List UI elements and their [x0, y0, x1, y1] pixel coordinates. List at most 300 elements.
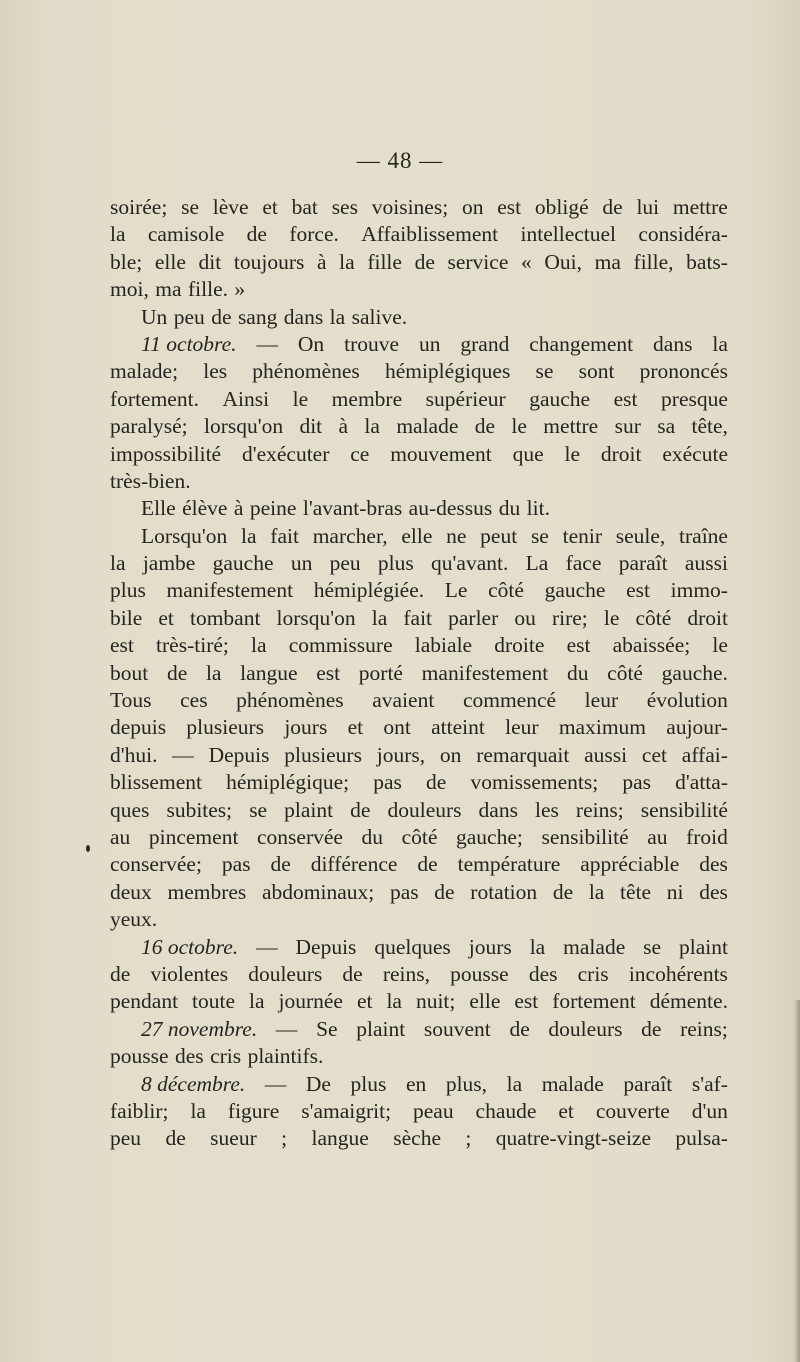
word: lève [212, 195, 249, 219]
word: peine [249, 496, 297, 521]
word: la [386, 989, 402, 1014]
word: tombant [189, 605, 261, 630]
word: violentes [150, 961, 229, 986]
word: ques [110, 797, 150, 822]
text-line [110, 714, 728, 741]
word: lorsqu'on [276, 605, 356, 630]
word: ce [350, 441, 370, 466]
word: abdominaux; [261, 879, 375, 904]
word: reins, [382, 961, 430, 986]
word: mettre [672, 195, 728, 219]
word: gauche [544, 578, 606, 603]
text-line [110, 249, 728, 276]
text-line [110, 550, 728, 577]
text-line [110, 1071, 728, 1098]
word: les [203, 359, 228, 384]
word: dit [198, 249, 222, 274]
word: pincement [148, 824, 239, 849]
text-line [110, 742, 728, 769]
word: se [249, 797, 268, 822]
word: incohérents [628, 961, 728, 986]
word: paraît [623, 1071, 673, 1096]
page-edge-shadow [794, 1000, 800, 1362]
word: appréciable [580, 852, 680, 877]
word: peut [480, 523, 518, 548]
text-line [110, 934, 728, 961]
word: depuis [110, 715, 167, 740]
text-line [110, 797, 728, 824]
word: pousse [110, 1044, 169, 1069]
word: mettre [543, 414, 599, 439]
word: très-bien. [110, 468, 191, 493]
word: blissement [110, 770, 202, 795]
word: ou [514, 605, 536, 630]
word: le [511, 414, 527, 439]
word: Depuis [208, 742, 270, 767]
word: gauche. [661, 660, 728, 685]
word: porté [358, 660, 403, 685]
word: intellectuel [520, 222, 617, 247]
word: on [461, 195, 484, 219]
word: maximum [558, 715, 647, 740]
word: à [338, 414, 349, 439]
word: langue [240, 660, 298, 685]
word: yeux. [110, 907, 158, 932]
word: sèche [393, 1126, 441, 1151]
word: fille [367, 249, 402, 274]
word: le [603, 605, 620, 630]
word: le [564, 441, 581, 466]
word: seule, [615, 523, 666, 548]
word: la [712, 331, 728, 356]
word: Tous [110, 688, 152, 713]
word: elle [154, 249, 186, 274]
text-line [110, 961, 728, 988]
text-line [110, 276, 728, 303]
word: se [181, 195, 199, 219]
word: droite [494, 633, 545, 658]
word: conservée [257, 824, 343, 849]
word: Affaiblissement [361, 222, 499, 247]
word: — [275, 1016, 298, 1041]
word: Le [444, 578, 468, 603]
word: Un [141, 304, 168, 329]
word: considéra- [638, 222, 728, 247]
word: la [190, 1098, 206, 1123]
text-line [110, 468, 728, 495]
word: un [290, 551, 313, 576]
text-line [110, 687, 728, 714]
word: évolution [646, 688, 728, 713]
word: de [166, 660, 188, 685]
word: est [316, 660, 341, 685]
word: jambe [142, 551, 196, 576]
word: de [414, 249, 435, 274]
word: pousse [450, 961, 509, 986]
word: douleurs [248, 961, 323, 986]
word: Se [316, 1016, 338, 1041]
word: on [439, 742, 462, 767]
word: tête [620, 879, 652, 904]
text-line [110, 441, 728, 468]
word: ont [383, 715, 411, 740]
word: rire; [551, 605, 588, 630]
word: la [329, 304, 346, 329]
word: membre [331, 386, 403, 411]
word: est [110, 633, 134, 658]
word: de [434, 879, 455, 904]
word: plus, [445, 1071, 488, 1096]
body-text [110, 194, 728, 1153]
text-line [110, 577, 728, 604]
word: rotation [470, 879, 538, 904]
word: malade [396, 414, 459, 439]
word: côté [607, 660, 643, 685]
word: aussi [684, 551, 728, 576]
word: fait [403, 605, 433, 630]
word: membres [167, 879, 247, 904]
word: de [246, 222, 267, 247]
word: du [498, 496, 521, 521]
word: presque [661, 386, 728, 411]
word: quelques [374, 934, 451, 959]
word: fille. [187, 277, 228, 302]
word: malade; [110, 359, 179, 384]
word: abaissée; [612, 633, 691, 658]
text-line [110, 660, 728, 687]
word: peau [413, 1098, 454, 1123]
word: et [356, 989, 373, 1014]
text-line [110, 1125, 728, 1152]
word: soirée; [110, 195, 168, 219]
text-line [110, 194, 728, 221]
word: labiale [414, 633, 473, 658]
text-line [110, 523, 728, 550]
word: des [528, 961, 558, 986]
word: bat [291, 195, 318, 219]
word: de [110, 961, 131, 986]
word: de [270, 852, 291, 877]
word: de [552, 879, 574, 904]
word: de [426, 770, 447, 795]
word: manifestement [166, 578, 294, 603]
word: toute [192, 989, 236, 1014]
word: jours [284, 715, 328, 740]
word: elle [401, 523, 433, 548]
word: face [565, 551, 602, 576]
word: à [316, 249, 327, 274]
word: la [588, 879, 605, 904]
word: voisines; [371, 195, 449, 219]
word: parler [448, 605, 499, 630]
word: des [699, 879, 728, 904]
word: vomissements; [470, 770, 599, 795]
word: gauche [212, 551, 274, 576]
word: pas [221, 852, 251, 877]
word: Depuis [295, 934, 357, 959]
word: est [514, 989, 539, 1014]
word: ble; [110, 249, 143, 274]
word: cet [641, 742, 667, 767]
word: l'avant-bras [302, 496, 403, 521]
word: se [643, 934, 662, 959]
word: la [110, 551, 126, 576]
word: ne [446, 523, 467, 548]
page-number: — 48 — [356, 148, 444, 173]
text-line [110, 495, 728, 522]
text-line [110, 221, 728, 248]
word: et [158, 605, 174, 630]
word: dans [478, 797, 518, 822]
word: du [361, 824, 384, 849]
word: faiblir; [110, 1098, 169, 1123]
entry-date: 16 octobre. [141, 934, 239, 959]
word: — [256, 934, 278, 959]
word: souvent [423, 1016, 491, 1041]
word: « [521, 249, 532, 274]
word: de [602, 195, 623, 219]
word: s'af- [691, 1071, 728, 1096]
word: lit. [526, 496, 550, 521]
word: sa [657, 414, 676, 439]
word: salive. [351, 304, 408, 329]
word: subites; [166, 797, 233, 822]
word: On [297, 331, 325, 356]
word: avaient [372, 688, 435, 713]
text-line [110, 605, 728, 632]
word: un [418, 331, 441, 356]
word: ses [331, 195, 358, 219]
word: pas [373, 770, 402, 795]
word: est [497, 195, 522, 219]
word: d'exécuter [241, 441, 330, 466]
text-line [110, 1016, 728, 1043]
word: douleurs [387, 797, 462, 822]
word: la [251, 633, 267, 658]
word: ma [594, 249, 621, 274]
word: paralysé; [110, 414, 188, 439]
word: la [249, 989, 265, 1014]
word: de [417, 852, 438, 877]
word: cris [210, 1044, 242, 1069]
word: sur [614, 414, 641, 439]
word: droit [600, 441, 642, 466]
word: lorsqu'on [203, 414, 284, 439]
word: hémiplégiques [384, 359, 511, 384]
text-line [110, 358, 728, 385]
word: de [211, 304, 232, 329]
word: force. [289, 222, 339, 247]
word: quatre-vingt-seize [495, 1126, 651, 1151]
word: ces [180, 688, 208, 713]
word: le [712, 633, 728, 658]
word: ; [281, 1126, 288, 1151]
text-line [110, 413, 728, 440]
word: remarquait [476, 742, 570, 767]
word: deux [110, 879, 152, 904]
text-line [110, 824, 728, 851]
word: de [350, 797, 371, 822]
word: la [205, 660, 222, 685]
word: température [457, 852, 561, 877]
word: dans [653, 331, 693, 356]
word: de [165, 1126, 186, 1151]
word: est [566, 633, 591, 658]
entry-date: 11 octobre. [141, 331, 237, 356]
word: sensibilité [640, 797, 728, 822]
word: bile [110, 605, 143, 630]
word: gauche; [456, 824, 523, 849]
word: que [512, 441, 544, 466]
word: chaude [475, 1098, 537, 1123]
word: de [342, 961, 363, 986]
word: d'un [691, 1098, 728, 1123]
word: plaint [679, 934, 728, 959]
word: Ainsi [222, 386, 270, 411]
word: douleurs [548, 1016, 623, 1041]
word: commencé [462, 688, 557, 713]
word: se [530, 523, 549, 548]
word: camisole [147, 222, 225, 247]
word: de [641, 1016, 662, 1041]
word: est [626, 578, 650, 603]
word: pulsa- [675, 1126, 728, 1151]
word: pas [622, 770, 652, 795]
word: plaint [356, 1016, 406, 1041]
word: des [174, 1044, 204, 1069]
word: lui [636, 195, 660, 219]
word: jours, [376, 742, 426, 767]
word: la [241, 523, 257, 548]
word: La [525, 551, 549, 576]
word: plaint [284, 797, 334, 822]
word: et [347, 715, 364, 740]
word: sueur [210, 1126, 257, 1151]
word: figure [227, 1098, 280, 1123]
word: couverte [595, 1098, 670, 1123]
word: ; [465, 1126, 472, 1151]
text-line [110, 879, 728, 906]
word: supérieur [425, 386, 506, 411]
word: plusieurs [284, 742, 362, 767]
margin-mark [86, 845, 90, 852]
entry-date: 27 novembre. [141, 1016, 258, 1041]
word: impossibilité [110, 441, 222, 466]
word: des [699, 852, 728, 877]
word: service [447, 249, 509, 274]
word: et [558, 1098, 574, 1123]
entry-date: 8 décembre. [141, 1071, 246, 1096]
word: côté [635, 605, 672, 630]
word: toujours [233, 249, 305, 274]
word: sensibilité [541, 824, 629, 849]
word: sang [237, 304, 278, 329]
word: leur [584, 688, 619, 713]
word: obligé [534, 195, 589, 219]
word: est [613, 386, 638, 411]
word: d'atta- [675, 770, 728, 795]
word: bout [110, 660, 149, 685]
word: » [234, 277, 246, 302]
word: sont [578, 359, 615, 384]
word: dans [283, 304, 324, 329]
word: de [509, 1016, 530, 1041]
word: fait [270, 523, 299, 548]
word: ma [155, 277, 182, 302]
word: droit [687, 605, 728, 630]
word: démente. [649, 989, 728, 1014]
word: très-tiré; [156, 633, 229, 658]
text-line [110, 632, 728, 659]
word: cris [577, 961, 609, 986]
text-line [110, 906, 728, 933]
word: Elle [141, 496, 176, 521]
word: conservée; [110, 852, 202, 877]
word: reins; [680, 1016, 728, 1041]
text-line [110, 988, 728, 1015]
word: du [566, 660, 589, 685]
word: différence [310, 852, 398, 877]
word: le [292, 386, 309, 411]
word: — [172, 742, 194, 767]
word: d'hui. [110, 742, 158, 767]
word: phénomènes [252, 359, 360, 384]
word: bats- [686, 249, 728, 274]
text-line [110, 331, 728, 358]
word: Oui, [544, 249, 582, 274]
word: la [364, 414, 380, 439]
word: plaintifs. [247, 1044, 324, 1069]
word: peu [173, 304, 205, 329]
word: marcher, [312, 523, 388, 548]
word: aujour- [666, 715, 728, 740]
text-line [110, 304, 728, 331]
word: la [339, 249, 355, 274]
word: De [305, 1071, 331, 1096]
word: malade [541, 1071, 604, 1096]
word: côté [488, 578, 524, 603]
word: leur [505, 715, 539, 740]
word: plus [377, 551, 414, 576]
word: hémiplégiée. [313, 578, 425, 603]
word: la [506, 1071, 523, 1096]
word: — [264, 1071, 287, 1096]
word: langue [311, 1126, 369, 1151]
word: peu [110, 1126, 142, 1151]
word: journée [278, 989, 343, 1014]
word: de [474, 414, 496, 439]
word: aussi [584, 742, 628, 767]
word: traîne [679, 523, 728, 548]
word: élève [182, 496, 228, 521]
word: plus [110, 578, 146, 603]
word: manifestement [421, 660, 549, 685]
word: — [256, 331, 278, 356]
word: se [535, 359, 554, 384]
word: plus [350, 1071, 387, 1096]
text-line [110, 1098, 728, 1125]
word: jours [468, 934, 512, 959]
word: hémiplégique; [226, 770, 350, 795]
word: à [233, 496, 244, 521]
word: immo- [670, 578, 728, 603]
word: tenir [562, 523, 602, 548]
word: nuit; [415, 989, 456, 1014]
word: affai- [681, 742, 728, 767]
word: reins; [575, 797, 624, 822]
word: Lorsqu'on [141, 523, 228, 548]
text-line [110, 769, 728, 796]
